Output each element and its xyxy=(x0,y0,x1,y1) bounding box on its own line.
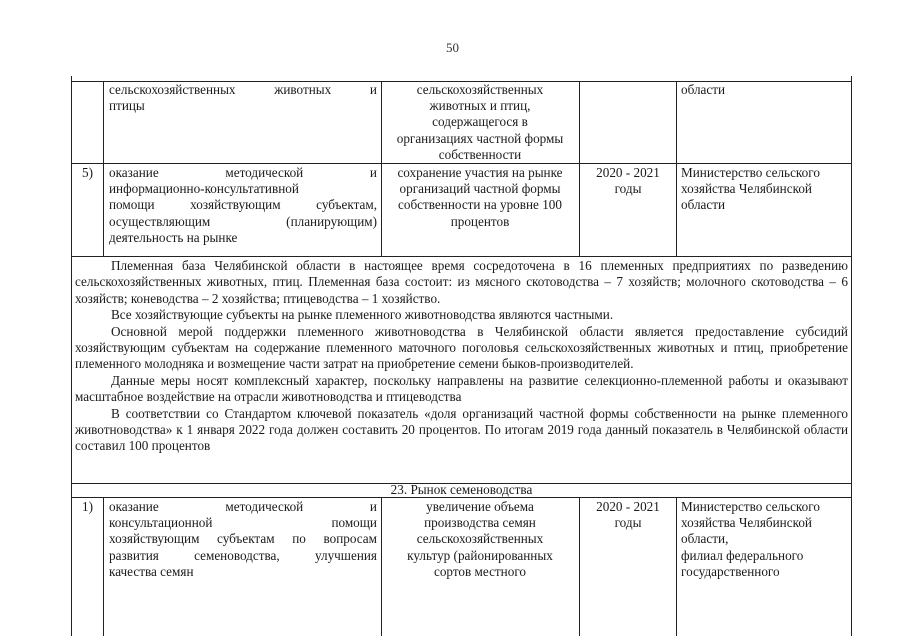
text-line: качества семян xyxy=(109,563,194,579)
row1-number: 1) xyxy=(82,499,93,514)
column-rule-4b xyxy=(676,497,677,636)
text-line: организаций частной формы xyxy=(399,181,561,197)
paragraph-1-text: Племенная база Челябинской области в настоящее время сосредоточена в 16 племенных предприятиях по разведению сельскохозяйственных животных, птиц. Племенная база состоит: из мясного скотоводства – 7 хозяйств; молочного скотоводства – 6 хозяйств; коневодства – 2 хозяйства; птицеводства – 1 хозяйство. xyxy=(75,258,848,306)
text-line: Министерство сельского xyxy=(681,499,820,514)
text-line: хозяйства Челябинской xyxy=(681,515,812,531)
text-line: консультационной помощи xyxy=(109,515,377,531)
row5-number: 5) xyxy=(82,165,93,180)
text-line: собственности xyxy=(438,146,522,162)
column-rule-2 xyxy=(381,81,382,256)
row1-responsible xyxy=(681,499,849,580)
paragraph-4 xyxy=(75,373,848,406)
text-line: содержащегося в xyxy=(432,114,528,130)
page-number: 50 xyxy=(446,40,459,55)
text-line: годы xyxy=(614,515,642,531)
text-line: области, xyxy=(681,531,729,547)
text-line: увеличение объема xyxy=(426,499,534,514)
text-line: оказание методической и xyxy=(109,499,377,514)
row5-period xyxy=(580,165,676,197)
top-row-measure xyxy=(109,82,377,114)
text-line: филиал федерального xyxy=(681,547,804,563)
text-line: государственного xyxy=(681,563,780,579)
text-line: информационно-консультативной xyxy=(109,181,299,197)
text-line: хозяйства Челябинской xyxy=(681,181,812,197)
column-rule-1b xyxy=(103,497,104,636)
text-line: сельскохозяйственных xyxy=(416,531,544,547)
text-line: процентов xyxy=(450,213,510,229)
column-rule-1 xyxy=(103,81,104,256)
row1-result xyxy=(384,499,576,580)
text-line: области xyxy=(681,82,726,97)
paragraph-2-text: Все хозяйствующие субъекты на рынке племенного животноводства являются частными. xyxy=(111,307,614,323)
row5-result xyxy=(384,165,576,230)
text-line: помощи хозяйствующим субъектам, xyxy=(109,197,377,213)
paragraph-4-text: Данные меры носят комплексный характер, поскольку направлены на развитие селекционно-племенной работы и оказывают масштабное воздействие на отрасли животноводства и птицеводства xyxy=(75,372,848,405)
column-rule-2b xyxy=(381,497,382,636)
paragraph-3-text: Основной мерой поддержки племенного животноводства в Челябинской области является предоставление субсидий хозяйствующим субъектам на содержание племенного маточного поголовья сельскохозяйственных животных и птиц, приобретение племенного молодняка и возмещение части затрат на приобретение семени быков-производителей. xyxy=(75,323,848,372)
paragraph-1 xyxy=(75,258,848,307)
text-line: осуществляющим (планирующим) xyxy=(109,213,377,229)
table-rule-row5 xyxy=(72,163,851,164)
text-line: птицы xyxy=(109,98,145,114)
table-frame xyxy=(71,76,852,636)
text-line: 2020 - 2021 xyxy=(596,165,660,180)
text-line: организациях частной формы xyxy=(396,130,564,146)
paragraph-2 xyxy=(75,307,848,323)
row5-measure xyxy=(109,165,377,246)
row1-period xyxy=(580,499,676,531)
text-line: годы xyxy=(614,181,642,197)
table-rule-row1 xyxy=(72,497,851,498)
text-line: сельскохозяйственных xyxy=(416,82,544,97)
text-line: области xyxy=(681,197,726,213)
text-line: Министерство сельского xyxy=(681,165,820,180)
paragraph-5 xyxy=(75,406,848,455)
paragraph-5-text: В соответствии со Стандартом ключевой показатель «доля организаций частной формы собственности на рынке племенного животноводства» к 1 января 2022 года должен составить 20 процентов. По итогам 2019 года данный показатель в Челябинской области составил 100 процентов xyxy=(75,405,848,454)
top-row-result xyxy=(384,82,576,163)
text-line: культур (районированных xyxy=(407,547,553,563)
table-rule-text xyxy=(72,256,851,257)
text-line: 2020 - 2021 xyxy=(596,499,660,514)
text-block xyxy=(75,258,848,455)
top-row-responsible xyxy=(681,82,849,98)
text-line: производства семян xyxy=(424,515,536,531)
text-line: деятельность на рынке xyxy=(109,229,238,245)
text-line: хозяйствующим субъектам по вопросам xyxy=(109,531,377,547)
text-line: собственности на уровне 100 xyxy=(398,197,562,213)
paragraph-3 xyxy=(75,324,848,373)
text-line: сортов местного xyxy=(433,563,527,579)
text-line: оказание методической и xyxy=(109,165,377,180)
row5-responsible xyxy=(681,165,849,214)
section-heading: 23. Рынок семеноводства xyxy=(390,482,533,497)
text-line: сельскохозяйственных животных и xyxy=(109,82,377,97)
text-line: сохранение участия на рынке xyxy=(397,165,563,180)
text-line: животных и птиц, xyxy=(429,98,531,114)
column-rule-4 xyxy=(676,81,677,256)
row1-measure xyxy=(109,499,377,580)
text-line: развития семеноводства, улучшения xyxy=(109,547,377,563)
